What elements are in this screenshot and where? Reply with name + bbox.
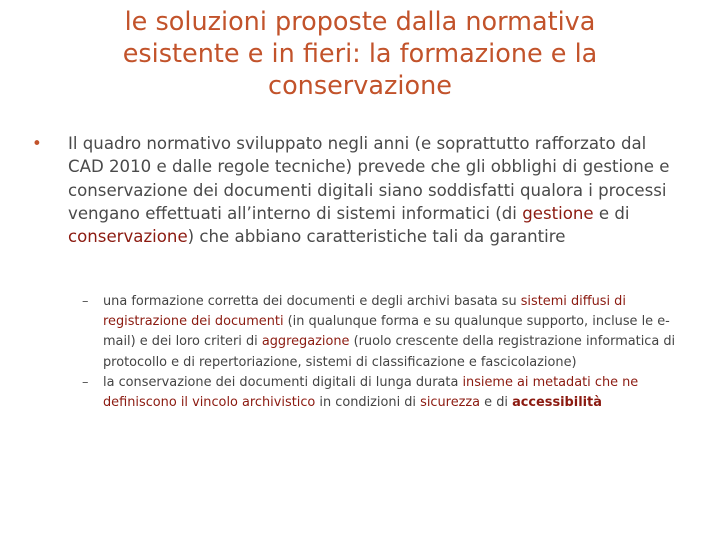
highlight-accessibilita: accessibilità — [512, 395, 602, 411]
highlight-sistemi-diffusi: sistemi diffusi di registrazione dei documenti — [103, 294, 626, 330]
highlight-gestione: gestione — [522, 203, 594, 223]
title-line-3: conservazione — [268, 71, 452, 101]
title-line-1: le soluzioni proposte dalla normativa — [124, 7, 596, 37]
title-line-2: esistente e in fieri: la formazione e la — [122, 39, 598, 69]
highlight-aggregazione: aggregazione — [261, 334, 350, 350]
main-text-outro: ) che abbiano caratteristiche tali da garantire — [187, 227, 566, 247]
sub-bullet-list — [82, 292, 682, 413]
sub2-text-2: in condizioni di — [315, 395, 421, 411]
sub1-text-1: una formazione corretta dei documenti e degli archivi basata su — [103, 294, 521, 309]
bullet-dot: • — [32, 134, 42, 153]
sub1-text-3: (ruolo crescente della registrazione informatica di protocollo e di repertoriazione, sistemi di classificazione e fascicolazione) — [103, 334, 676, 370]
highlight-conservazione: conservazione — [68, 227, 188, 247]
sub-bullet-formazione — [82, 292, 682, 373]
sub2-text-1: la conservazione dei documenti digitali di lunga durata — [103, 374, 463, 390]
dash-marker: – — [82, 294, 89, 309]
main-text-between: e di — [593, 203, 630, 223]
dash-marker: – — [82, 374, 89, 390]
highlight-sicurezza: sicurezza — [420, 395, 481, 411]
main-bullet-text — [68, 132, 682, 248]
sub2-text-3: e di — [480, 395, 513, 411]
highlight-metadati: insieme ai metadati che ne definiscono il vincolo archivistico — [103, 374, 639, 411]
main-text-intro: Il quadro normativo sviluppato negli anni (e soprattutto rafforzato dal CAD 2010 e dalle regole tecniche) prevede che gli obblighi di gestione e conservazione dei documenti digitali siano soddisfatti qualora i processi vengano effettuati all’interno di sistemi informatici (di — [68, 134, 670, 223]
slide-title — [40, 6, 680, 102]
sub-bullet-conservazione — [82, 373, 682, 413]
sub1-text-2: (in qualunque forma e su qualunque supporto, incluse le e-mail) e dei loro criteri di — [103, 314, 670, 350]
main-bullet — [32, 132, 682, 248]
